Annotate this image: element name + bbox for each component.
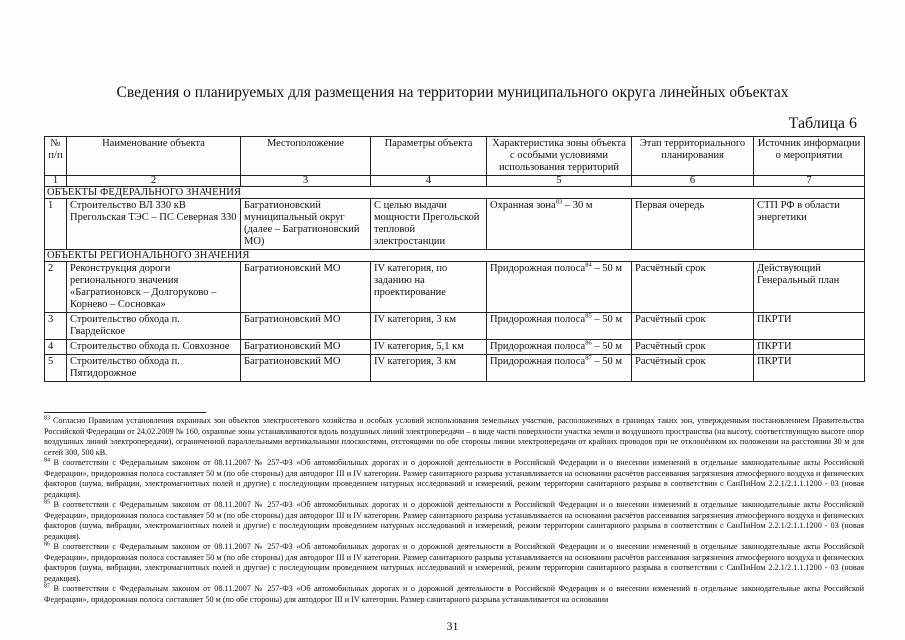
- row-location: Багратионовский МО: [241, 340, 371, 355]
- footnote-mark: 84: [44, 457, 50, 464]
- row-params: IV категория, 5,1 км: [371, 340, 487, 355]
- row-location: Багратионовский МО: [241, 262, 371, 313]
- footnote-text: В соответствии с Федеральным законом от 08.11.2007 № 257-ФЗ «Об автомобильных дорогах и о дорожной деятельности в Российской Федерации и о внесении изменений в отдельные законодательные акты Российской Федерации», придорожная полоса составляет 50 м (по обе стороны) для автодорог III и IV категории. Размер санитарного разрыва устанавливается на основании расчётов рассеивания загрязнения атмосферного воздуха и физических факторов (шума, вибрации, электромагнитных полей и другие) с последующим проведением натурных исследований и измерений, режим территории санитарного разрыва в соответствии с СанПиНом 2.2.1/2.1.1.1200 - 03 (новая редакция).: [44, 458, 864, 499]
- header-location: Местоположение: [241, 137, 371, 176]
- table-row: [45, 262, 865, 313]
- page-title: Сведения о планируемых для размещения на территории муниципального округа линейных объектах: [116, 84, 789, 101]
- table-row: [45, 340, 865, 355]
- linear-objects-table: [44, 136, 865, 382]
- column-index: 2: [67, 176, 241, 187]
- footnotes: [44, 416, 864, 605]
- row-name: Реконструкция дороги регионального значения «Багратионовск – Долгоруково – Корнево – Сосновка»: [67, 262, 241, 313]
- row-stage: Расчётный срок: [632, 340, 754, 355]
- header-zone: Характеристика зоны объекта с особыми условиями использования территорий: [487, 137, 632, 176]
- zone-value: – 50 м: [591, 356, 622, 367]
- table-row: [45, 199, 865, 250]
- row-params: IV категория, по заданию на проектирование: [371, 262, 487, 313]
- footnote-mark: 85: [44, 499, 50, 506]
- zone-label: Придорожная полоса: [490, 356, 586, 367]
- column-index: 5: [487, 176, 632, 187]
- zone-label: Охранная зона: [490, 200, 556, 211]
- row-zone: [487, 340, 632, 355]
- table-label: Таблица 6: [788, 115, 857, 132]
- row-stage: Первая очередь: [632, 199, 754, 250]
- row-num: 2: [45, 262, 67, 313]
- row-name: Строительство ВЛ 330 кВ Прегольская ТЭС – ПС Северная 330: [67, 199, 241, 250]
- footnote: [44, 416, 864, 458]
- column-index: 4: [371, 176, 487, 187]
- footnote-ref: 85: [585, 312, 592, 320]
- footnote-ref: 84: [585, 261, 592, 269]
- footnote: [44, 500, 864, 542]
- table-row: [45, 313, 865, 340]
- column-index: 3: [241, 176, 371, 187]
- column-index: 7: [754, 176, 865, 187]
- section-row: [45, 250, 865, 262]
- footnote-mark: 86: [44, 541, 50, 548]
- header-name: Наименование объекта: [67, 137, 241, 176]
- header-row: [45, 137, 865, 176]
- section-row: [45, 187, 865, 199]
- footnote-ref: 83: [555, 198, 563, 206]
- zone-label: Придорожная полоса: [490, 263, 586, 274]
- column-index: 6: [632, 176, 754, 187]
- header-source: Источник информации о мероприятии: [754, 137, 865, 176]
- row-num: 3: [45, 313, 67, 340]
- footnote: [44, 458, 864, 500]
- header-num: № п/п: [45, 137, 67, 176]
- footnote-text: Согласно Правилам установления охранных зон объектов электросетевого хозяйства и особых условий использования земельных участков, расположенных в границах таких зон, утвержденным постановлением Правительства Российской Федерации от 24.02.2009 № 160, охранные зоны устанавливаются вдоль воздушных линий электропередачи – в виде части поверхности участка земли и воздушного пространства (на высоту, соответствующую высоте опор воздушных линий электропередачи), ограниченной параллельными вертикальными плоскостями, отстоящими по обе стороны линии электропередачи от крайних проводов при не отклонённом их положении на расстоянии 30 м для сетей 300, 500 кВ.: [44, 416, 864, 457]
- row-num: 5: [45, 355, 67, 382]
- footnote-mark: 83: [44, 415, 50, 422]
- row-num: 4: [45, 340, 67, 355]
- row-stage: Расчётный срок: [632, 313, 754, 340]
- footnote-mark: 87: [44, 583, 50, 590]
- footnote-text: В соответствии с Федеральным законом от 08.11.2007 № 257-ФЗ «Об автомобильных дорогах и о дорожной деятельности в Российской Федерации и о внесении изменений в отдельные законодательные акты Российской Федерации», придорожная полоса составляет 50 м (по обе стороны) для автодорог III и IV категории. Размер санитарного разрыва устанавливается на основании расчётов рассеивания загрязнения атмосферного воздуха и физических факторов (шума, вибрации, электромагнитных полей и другие) с последующим проведением натурных исследований и измерений, режим территории санитарного разрыва в соответствии с СанПиНом 2.2.1/2.1.1.1200 - 03 (новая редакция).: [44, 542, 864, 583]
- column-index-row: [45, 176, 865, 187]
- row-params: С целью выдачи мощности Прегольской тепловой электростанции: [371, 199, 487, 250]
- row-source: ПКРТИ: [754, 313, 865, 340]
- zone-value: – 50 м: [591, 314, 622, 325]
- footnote-ref: 86: [585, 339, 592, 347]
- section-regional: ОБЪЕКТЫ РЕГИОНАЛЬНОГО ЗНАЧЕНИЯ: [45, 250, 865, 262]
- row-zone: [487, 313, 632, 340]
- row-name: Строительство обхода п. Гвардейское: [67, 313, 241, 340]
- zone-label: Придорожная полоса: [490, 341, 586, 352]
- row-name: Строительство обхода п. Совхозное: [67, 340, 241, 355]
- row-stage: Расчётный срок: [632, 355, 754, 382]
- header-stage: Этап территориального планирования: [632, 137, 754, 176]
- row-source: СТП РФ в области энергетики: [754, 199, 865, 250]
- row-params: IV категория, 3 км: [371, 355, 487, 382]
- row-zone: [487, 199, 632, 250]
- footnote-divider: [44, 412, 206, 413]
- table-row: [45, 355, 865, 382]
- row-zone: [487, 355, 632, 382]
- footnote-text: В соответствии с Федеральным законом от 08.11.2007 № 257-ФЗ «Об автомобильных дорогах и о дорожной деятельности в Российской Федерации и о внесении изменений в отдельные законодательные акты Российской Федерации», придорожная полоса составляет 50 м (по обе стороны) для автодорог III и IV категории. Размер санитарного разрыва устанавливается на основании: [44, 584, 864, 604]
- row-params: IV категория, 3 км: [371, 313, 487, 340]
- footnote-ref: 87: [585, 354, 592, 362]
- row-location: Багратионовский МО: [241, 313, 371, 340]
- page-number: 31: [446, 619, 459, 633]
- row-zone: [487, 262, 632, 313]
- footnote-text: В соответствии с Федеральным законом от 08.11.2007 № 257-ФЗ «Об автомобильных дорогах и о дорожной деятельности в Российской Федерации и о внесении изменений в отдельные законодательные акты Российской Федерации», придорожная полоса составляет 50 м (по обе стороны) для автодорог III и IV категории. Размер санитарного разрыва устанавливается на основании расчётов рассеивания загрязнения атмосферного воздуха и физических факторов (шума, вибрации, электромагнитных полей и другие) с последующим проведением натурных исследований и измерений, режим территории санитарного разрыва в соответствии с СанПиНом 2.2.1/2.1.1.1200 - 03 (новая редакция).: [44, 500, 864, 541]
- footnote: [44, 584, 864, 605]
- header-params: Параметры объекта: [371, 137, 487, 176]
- row-location: Багратионовский МО: [241, 355, 371, 382]
- footnote: [44, 542, 864, 584]
- zone-label: Придорожная полоса: [490, 314, 586, 325]
- row-stage: Расчётный срок: [632, 262, 754, 313]
- zone-value: – 50 м: [591, 263, 622, 274]
- zone-value: – 30 м: [562, 200, 593, 211]
- section-federal: ОБЪЕКТЫ ФЕДЕРАЛЬНОГО ЗНАЧЕНИЯ: [45, 187, 865, 199]
- zone-value: – 50 м: [591, 341, 622, 352]
- row-source: Действующий Генеральный план: [754, 262, 865, 313]
- row-location: Багратионовский муниципальный округ (далее – Багратионовский МО): [241, 199, 371, 250]
- row-source: ПКРТИ: [754, 355, 865, 382]
- row-source: ПКРТИ: [754, 340, 865, 355]
- row-num: 1: [45, 199, 67, 250]
- column-index: 1: [45, 176, 67, 187]
- row-name: Строительство обхода п. Пятидорожное: [67, 355, 241, 382]
